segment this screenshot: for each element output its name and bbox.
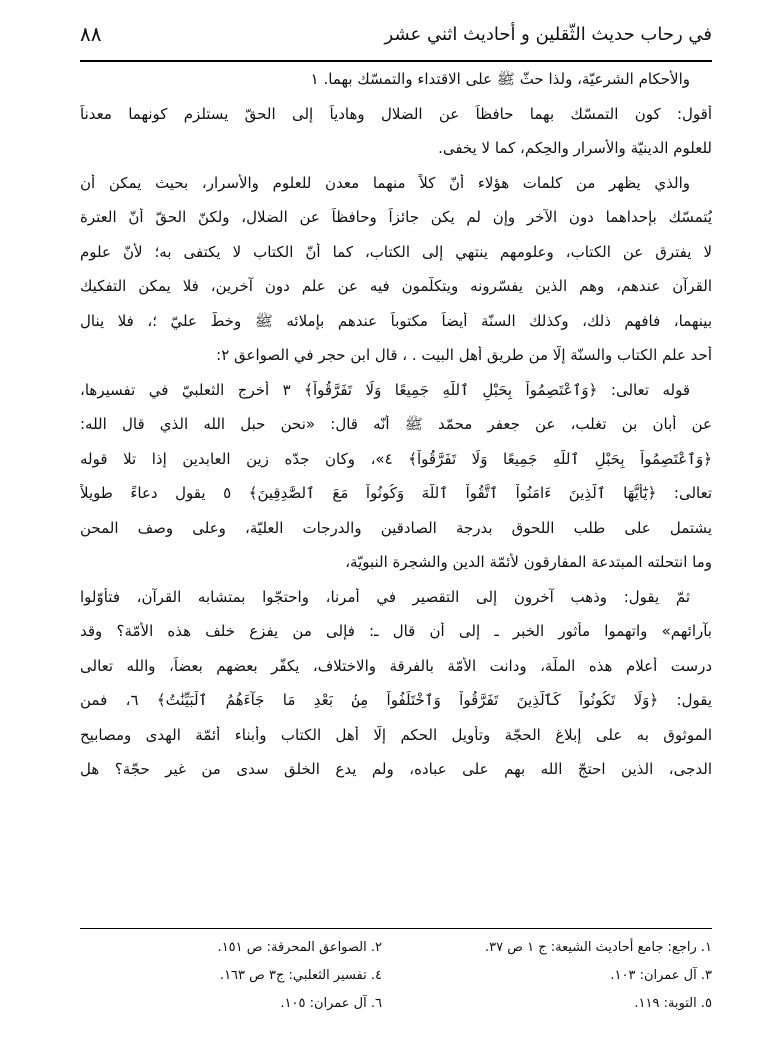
text-line: بآرائهم» واتهموا مأثور الخبر ـ إلى أن قال ـ: فإلى من يفزع خلف هذه الأمّة؟ وقد: [80, 622, 712, 640]
text-line: الدجى، الذين احتجّ الله بهم على عباده، ولم يدع الخلق سدى من غير حجّة؟ هل: [80, 760, 712, 778]
text-line: قوله تعالى: ﴿وَٱعْتَصِمُواْ بِحَبْلِ ٱللَّهِ جَمِيعًا وَلَا تَفَرَّقُواْ﴾ ٣ أخرج الثعلبيّ في تفسيرها،: [80, 380, 690, 399]
text-line: الموثوق به على إبلاغ الحجّة وتأويل الحكم إلّا أهل الكتاب وأبناء أئمّة الهدى ومصابيح: [80, 725, 712, 744]
footnote-row: [80, 996, 712, 1024]
running-title: في رحاب حديث الثّقلين و أحاديث اثني عشر: [384, 24, 712, 45]
text-line: عن أبان بن تغلب، عن جعفر محمّد ﷺ أنّه قال: «نحن حبل الله الذي قال الله:: [80, 415, 712, 433]
page-number: ٨٨: [80, 22, 102, 46]
footnote-separator: [80, 928, 712, 929]
text-line: يُتمسّك بإحداهما دون الآخر وإن لم يكن جائزاً وحافظاً عن الضلال، ولكنّ الحقّ أنّ العترة: [80, 208, 712, 226]
footnote-row: [80, 940, 712, 968]
footnote: ٤. تفسير الثعلبي: ج٣ ص ١٦٣.: [219, 968, 382, 983]
text-line: والذي يظهر من كلمات هؤلاء أنّ كلاً منهما معدن للعلوم والأسرار، بحيث يمكن أن: [80, 173, 690, 192]
text-line: وما انتحلته المبتدعة المفارقون لأئمّة الدين والشجرة النبويّة،: [345, 553, 712, 571]
text-line: ﴿وَٱعْتَصِمُواْ بِحَبْلِ ٱللَّهِ جَمِيعًا وَلَا تَفَرَّقُواْ﴾ ٤»، وكان جدّه زين العابدين إذا تلا قوله: [80, 449, 712, 468]
text-line: يقول: ﴿وَلَا تَكُونُواْ كَٱلَّذِينَ تَفَرَّقُواْ وَٱخْتَلَفُواْ مِنۢ بَعْدِ مَا جَآءَهُمُ ٱلْبَيِّنَٰتُ﴾ ٦، فمن: [80, 691, 712, 709]
footnote-row: [80, 968, 712, 996]
footnotes: [80, 940, 712, 1024]
footnote: ٥. التوبة: ١١٩.: [634, 996, 712, 1011]
text-line: بينهما، فافهم ذلك، وكذلك السنّة أيضاً مكتوباً عندهم بإملائه ﷺ وخطّ عليّ ؛، فلا ينال: [80, 311, 712, 330]
text-line: أقول: كون التمسّك بهما حافظاً عن الضلال وهادياً إلى الحقّ يستلزم كونهما معدناً: [80, 104, 712, 123]
footnote: ٢. الصواعق المحرقة: ص ١٥١.: [217, 940, 382, 955]
footnote: ٣. آل عمران: ١٠٣.: [610, 968, 712, 983]
footnote: ٦. آل عمران: ١٠٥.: [280, 996, 382, 1011]
text-line: والأحكام الشرعيّة، ولذا حثّ ﷺ على الاقتداء والتمسّك بهما. ١: [310, 70, 690, 88]
text-line: درست أعلام هذه الملّة، ودانت الأمّة بالفرقة والاختلاف، يكفّر بعضهم بعضاً، والله تعالى: [80, 656, 712, 675]
page-header: [80, 20, 712, 54]
text-line: القرآن عندهم، وهم الذين يفسّرونه ويتكلّمون فيه عن علم دون آخرين، فلا يمكن التفكيك: [80, 277, 712, 295]
text-line: للعلوم الدينيّة والأسرار والحِكم، كما لا يخفى.: [438, 139, 712, 157]
main-text: [80, 70, 712, 795]
text-line: لا يفترق عن الكتاب، وعلومهم ينتهي إلى الكتاب، كما أنّ الكتاب لا يكتفى به؛ لأنّ علوم: [80, 242, 712, 261]
text-line: تعالى: ﴿يَٰٓأَيُّهَا ٱلَّذِينَ ءَامَنُواْ ٱتَّقُواْ ٱللَّهَ وَكُونُواْ مَعَ ٱلصَّٰدِقِينَ﴾ ٥ يقول دعاءً طويلاً: [80, 484, 712, 502]
footnote: ١. راجع: جامع أحاديث الشيعة: ج ١ ص ٣٧.: [485, 940, 712, 955]
text-line: ثمّ يقول: وذهب آخرون إلى التقصير في أمرنا، واحتجّوا بمتشابه القرآن، فتأوّلوا: [80, 587, 690, 606]
header-rule: [80, 60, 712, 62]
text-line: أحد علم الكتاب والسنّة إلّا من طريق أهل البيت . ، قال ابن حجر في الصواعق ٢:: [216, 346, 712, 364]
text-line: يشتمل على طلب اللحوق بدرجة الصادقين والدرجات العليّة، وعلى وصف المحن: [80, 518, 712, 537]
